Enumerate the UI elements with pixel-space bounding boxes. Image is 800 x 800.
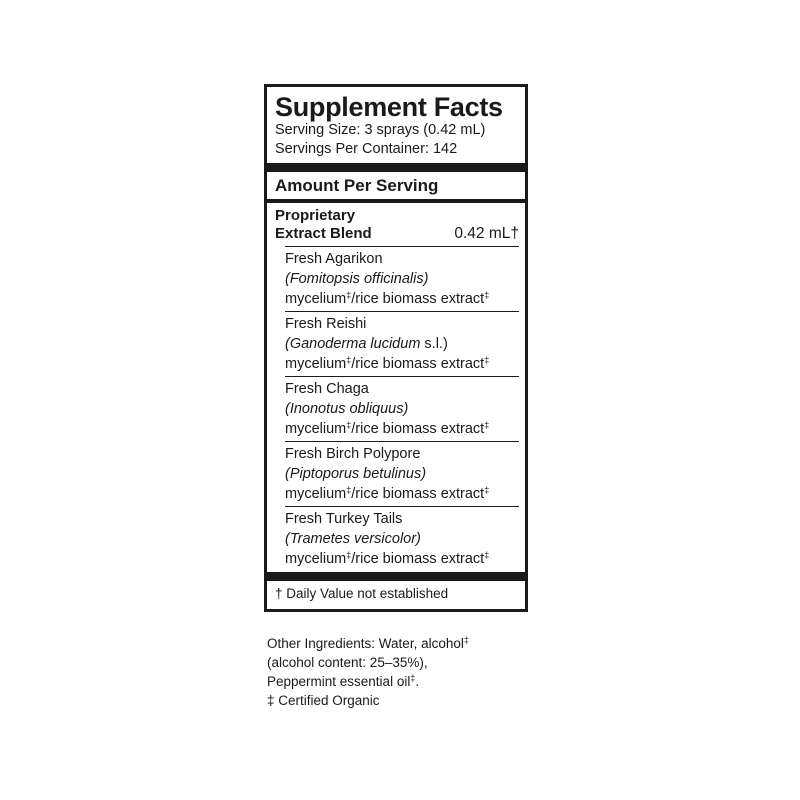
other-ingredients-line2: (alcohol content: 25–35%), [267,655,428,670]
organic-mark: ‡ [346,550,352,560]
ingredient-latin-name: (Ganoderma lucidum s.l.) [285,336,448,352]
panel-title: Supplement Facts [275,92,503,122]
organic-mark: ‡ [346,355,352,365]
ingredient-part: mycelium‡/rice biomass extract‡ [285,355,490,372]
thick-divider-bottom [267,572,525,581]
organic-mark: ‡ [484,355,490,365]
daily-value-footnote: † Daily Value not established [275,586,449,601]
organic-mark: ‡ [484,420,490,430]
organic-mark: ‡ [484,290,490,300]
ingredient-latin-name: (Trametes versicolor) [285,531,421,547]
organic-mark: ‡ [484,485,490,495]
ingredient-item [285,312,519,377]
servings-per-container: Servings Per Container: 142 [275,141,458,157]
ingredient-common-name: Fresh Turkey Tails [285,511,403,527]
supplement-facts-panel [264,84,528,612]
ingredient-latin-name: (Fomitopsis officinalis) [285,271,429,287]
ingredient-item [285,247,519,312]
organic-mark: ‡ [346,420,352,430]
other-ingredients-line3: Peppermint essential oil‡. [267,673,420,689]
organic-mark: ‡ [484,550,490,560]
ingredient-item [285,442,519,507]
other-ingredients-line1: Other Ingredients: Water, alcohol‡ [267,635,469,651]
blend-name [275,207,372,243]
certified-organic-note: ‡ Certified Organic [267,693,380,708]
organic-mark: ‡ [346,485,352,495]
ingredient-common-name: Fresh Agarikon [285,251,383,267]
organic-mark: ‡ [463,635,469,645]
ingredient-common-name: Fresh Birch Polypore [285,446,421,462]
ingredient-latin-name: (Inonotus obliquus) [285,401,409,417]
ingredient-part: mycelium‡/rice biomass extract‡ [285,550,490,567]
blend-name-line2: Extract Blend [275,225,372,242]
ingredient-latin-name: (Piptoporus betulinus) [285,466,427,482]
ingredient-part: mycelium‡/rice biomass extract‡ [285,485,490,502]
blend-amount: 0.42 mL† [454,225,519,242]
organic-mark: ‡ [410,673,416,683]
ingredient-list [285,246,519,571]
blend-name-line1: Proprietary [275,207,356,224]
ingredient-item [285,377,519,442]
other-ingredients [267,634,527,710]
amount-per-serving-header: Amount Per Serving [275,176,439,195]
thick-divider [267,163,525,172]
blend-row [275,203,519,246]
ingredient-part: mycelium‡/rice biomass extract‡ [285,290,490,307]
ingredient-part: mycelium‡/rice biomass extract‡ [285,420,490,437]
serving-size: Serving Size: 3 sprays (0.42 mL) [275,122,486,138]
ingredient-common-name: Fresh Reishi [285,316,367,332]
ingredient-common-name: Fresh Chaga [285,381,369,397]
ingredient-item [285,507,519,571]
organic-mark: ‡ [346,290,352,300]
